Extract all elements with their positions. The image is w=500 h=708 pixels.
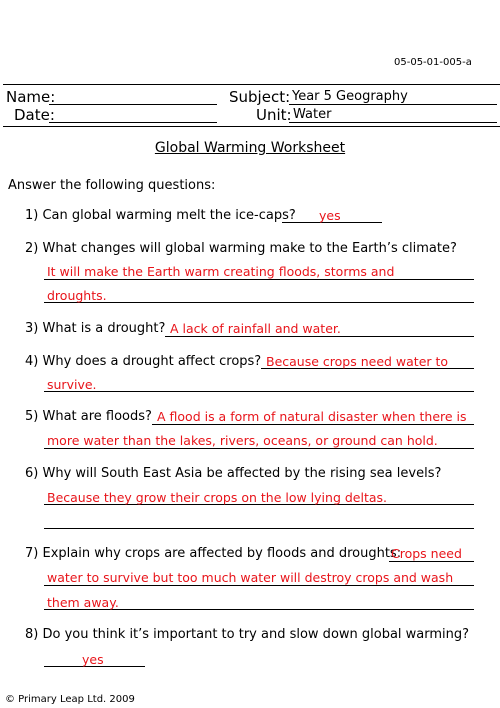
worksheet-title: Global Warming Worksheet [154,140,346,156]
subject-value: Year 5 Geography [292,89,408,104]
name-field[interactable] [49,104,217,105]
name-label: Name: [6,88,56,106]
question-7: 7) Explain why crops are affected by floods and droughts: [25,546,402,561]
question-4: 4) Why does a drought affect crops? [25,354,262,369]
answer-8: yes [82,652,104,667]
header-top-rule [3,84,500,85]
answer-5a: A flood is a form of natural disaster when there is [157,409,467,424]
subject-field[interactable] [289,104,497,105]
answer-1: yes [319,208,341,223]
answer-line-2a[interactable] [44,279,474,280]
question-1: 1) Can global warming melt the ice-caps? [25,208,296,223]
date-field[interactable] [49,122,217,123]
answer-line-2b[interactable] [44,302,474,303]
unit-field[interactable] [289,122,497,123]
answer-line-5b[interactable] [44,448,474,449]
worksheet-code: 05-05-01-005-a [394,57,472,68]
instructions: Answer the following questions: [8,178,216,193]
answer-5b: more water than the lakes, rivers, oceans, or ground can hold. [47,433,438,448]
answer-line-4b[interactable] [44,391,474,392]
question-2: 2) What changes will global warming make to the Earth’s climate? [25,241,457,256]
answer-7a: Crops need [391,546,462,561]
question-3: 3) What is a drought? [25,321,166,336]
answer-line-5a[interactable] [152,424,474,425]
question-5: 5) What are floods? [25,409,152,424]
date-label: Date: [14,106,55,124]
header-bottom-rule [3,126,500,127]
answer-line-6b[interactable] [44,528,474,529]
unit-value: Water [293,107,332,122]
answer-line-7a[interactable] [389,561,474,562]
answer-3: A lack of rainfall and water. [170,321,341,336]
answer-6: Because they grow their crops on the low lying deltas. [47,490,387,505]
answer-line-7b[interactable] [44,585,474,586]
subject-label: Subject: [229,88,291,106]
answer-4b: survive. [47,377,97,392]
answer-7c: them away. [47,595,119,610]
question-6: 6) Why will South East Asia be affected by the rising sea levels? [25,466,442,481]
question-8: 8) Do you think it’s important to try and slow down global warming? [25,627,470,642]
answer-2b: droughts. [47,288,107,303]
copyright-footer: © Primary Leap Ltd. 2009 [5,694,135,705]
answer-7b: water to survive but too much water will destroy crops and wash [47,570,454,585]
unit-label: Unit: [256,106,292,124]
answer-line-3[interactable] [165,336,474,337]
answer-4a: Because crops need water to [266,354,449,369]
answer-2a: It will make the Earth warm creating floods, storms and [47,264,395,279]
